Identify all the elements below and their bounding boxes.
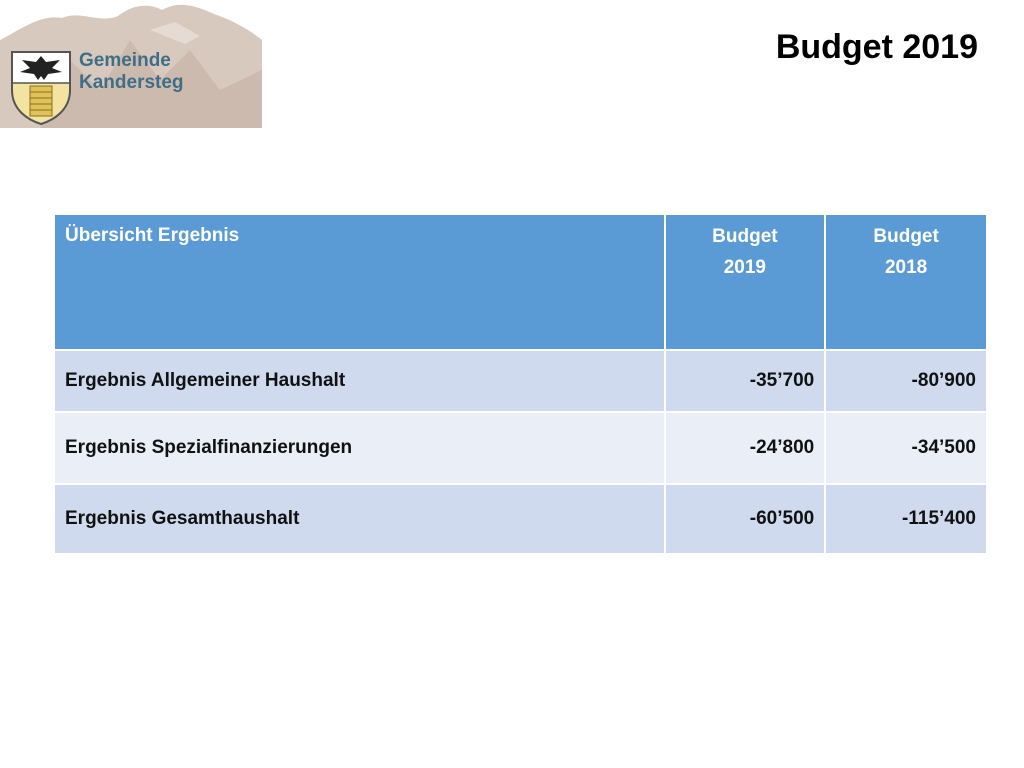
coat-of-arms-icon	[10, 50, 72, 126]
row-budget-2019: -24’800	[665, 412, 826, 484]
table-row	[54, 350, 987, 412]
row-budget-2018: -34’500	[825, 412, 987, 484]
municipality-logo	[0, 0, 262, 128]
table-row	[54, 484, 987, 554]
header-budget-2018	[825, 214, 987, 350]
header-budget-2018-line2: 2018	[884, 257, 928, 278]
header-budget-2018-line1: Budget	[873, 226, 939, 247]
row-label: Ergebnis Allgemeiner Haushalt	[54, 350, 665, 412]
row-label: Ergebnis Spezialfinanzierungen	[54, 412, 665, 484]
row-budget-2018: -80’900	[825, 350, 987, 412]
budget-table	[53, 213, 988, 555]
page-title: Budget 2019	[775, 28, 978, 66]
header-budget-2019-line1: Budget	[712, 226, 778, 247]
table-row	[54, 412, 987, 484]
row-budget-2019: -60’500	[665, 484, 826, 554]
header-budget-2019-line2: 2019	[723, 257, 767, 278]
logo-line-2: Kandersteg	[79, 72, 184, 93]
row-budget-2018: -115’400	[825, 484, 987, 554]
row-budget-2019: -35’700	[665, 350, 826, 412]
table-header-row	[54, 214, 987, 350]
logo-text	[79, 50, 184, 94]
header-overview: Übersicht Ergebnis	[54, 214, 665, 350]
header-budget-2019	[665, 214, 826, 350]
logo-line-1: Gemeinde	[79, 50, 171, 71]
row-label: Ergebnis Gesamthaushalt	[54, 484, 665, 554]
